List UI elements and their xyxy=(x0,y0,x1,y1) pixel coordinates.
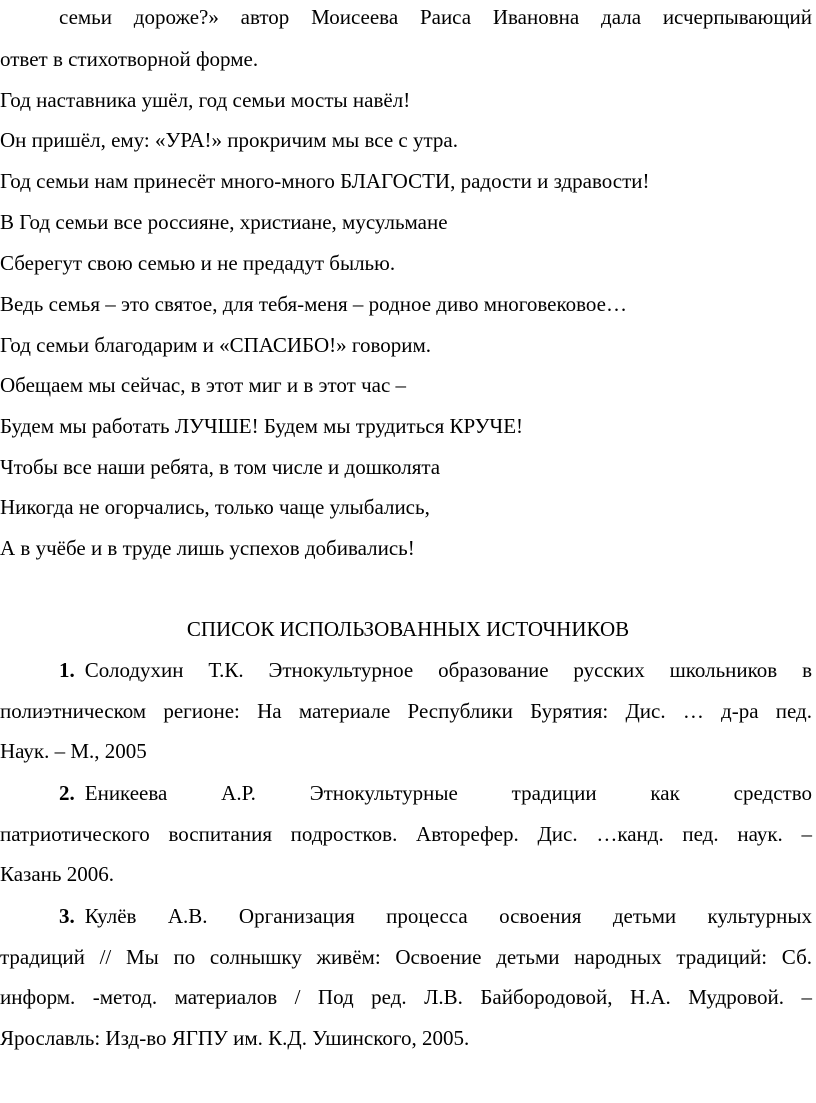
reference-text: Солодухин Т.К. Этнокультурное образование русских школьников в xyxy=(84,658,812,682)
reference-item-1-line-3: Наук. – М., 2005 xyxy=(0,739,147,763)
reference-number: 2. xyxy=(59,781,75,805)
reference-item-2-line-1 xyxy=(59,780,812,806)
poem-line: Сберегут свою семью и не предадут былью. xyxy=(0,251,396,275)
intro-line-1: семьи дороже?» автор Моисеева Раиса Ивановна дала исчерпывающий xyxy=(59,5,812,29)
poem-line: Год семьи нам принесёт много-много БЛАГОСТИ, радости и здравости! xyxy=(0,169,650,193)
poem-line: Обещаем мы сейчас, в этот миг и в этот час – xyxy=(0,373,407,397)
reference-item-1-line-1 xyxy=(59,657,812,683)
poem-line: А в учёбе и в труде лишь успехов добивались! xyxy=(0,536,415,560)
reference-item-2-line-2: патриотического воспитания подростков. Авторефер. Дис. …канд. пед. наук. – xyxy=(0,822,812,846)
poem-line: Год наставника ушёл, год семьи мосты навёл! xyxy=(0,88,411,112)
reference-item-3-line-3: информ. -метод. материалов / Под ред. Л.В. Байбородовой, Н.А. Мудровой. – xyxy=(0,985,812,1009)
poem-line: Он пришёл, ему: «УРА!» прокричим мы все с утра. xyxy=(0,128,458,152)
reference-item-3-line-1 xyxy=(59,903,812,929)
poem-line: Чтобы все наши ребята, в том числе и дошколята xyxy=(0,455,441,479)
reference-item-3-line-2: традиций // Мы по солнышку живём: Освоение детьми народных традиций: Сб. xyxy=(0,945,812,969)
reference-text: Кулёв А.В. Организация процесса освоения детьми культурных xyxy=(84,904,812,928)
reference-item-3-line-4: Ярославль: Изд-во ЯГПУ им. К.Д. Ушинского, 2005. xyxy=(0,1026,470,1050)
references-heading: СПИСОК ИСПОЛЬЗОВАННЫХ ИСТОЧНИКОВ xyxy=(186,617,630,641)
poem-line: Будем мы работать ЛУЧШЕ! Будем мы трудиться КРУЧЕ! xyxy=(0,414,524,438)
reference-number: 3. xyxy=(59,904,75,928)
poem-line: Никогда не огорчались, только чаще улыбались, xyxy=(0,495,430,519)
reference-number: 1. xyxy=(59,658,75,682)
reference-text: Еникеева А.Р. Этнокультурные традиции как средство xyxy=(84,781,812,805)
reference-item-2-line-3: Казань 2006. xyxy=(0,862,114,886)
poem-line: Ведь семья – это святое, для тебя-меня – родное диво многовековое… xyxy=(0,292,627,316)
poem-line: В Год семьи все россияне, христиане, мусульмане xyxy=(0,210,448,234)
poem-line: Год семьи благодарим и «СПАСИБО!» говорим. xyxy=(0,333,432,357)
intro-line-2: ответ в стихотворной форме. xyxy=(0,47,259,71)
reference-item-1-line-2: полиэтническом регионе: На материале Республики Бурятия: Дис. … д-ра пед. xyxy=(0,699,812,723)
